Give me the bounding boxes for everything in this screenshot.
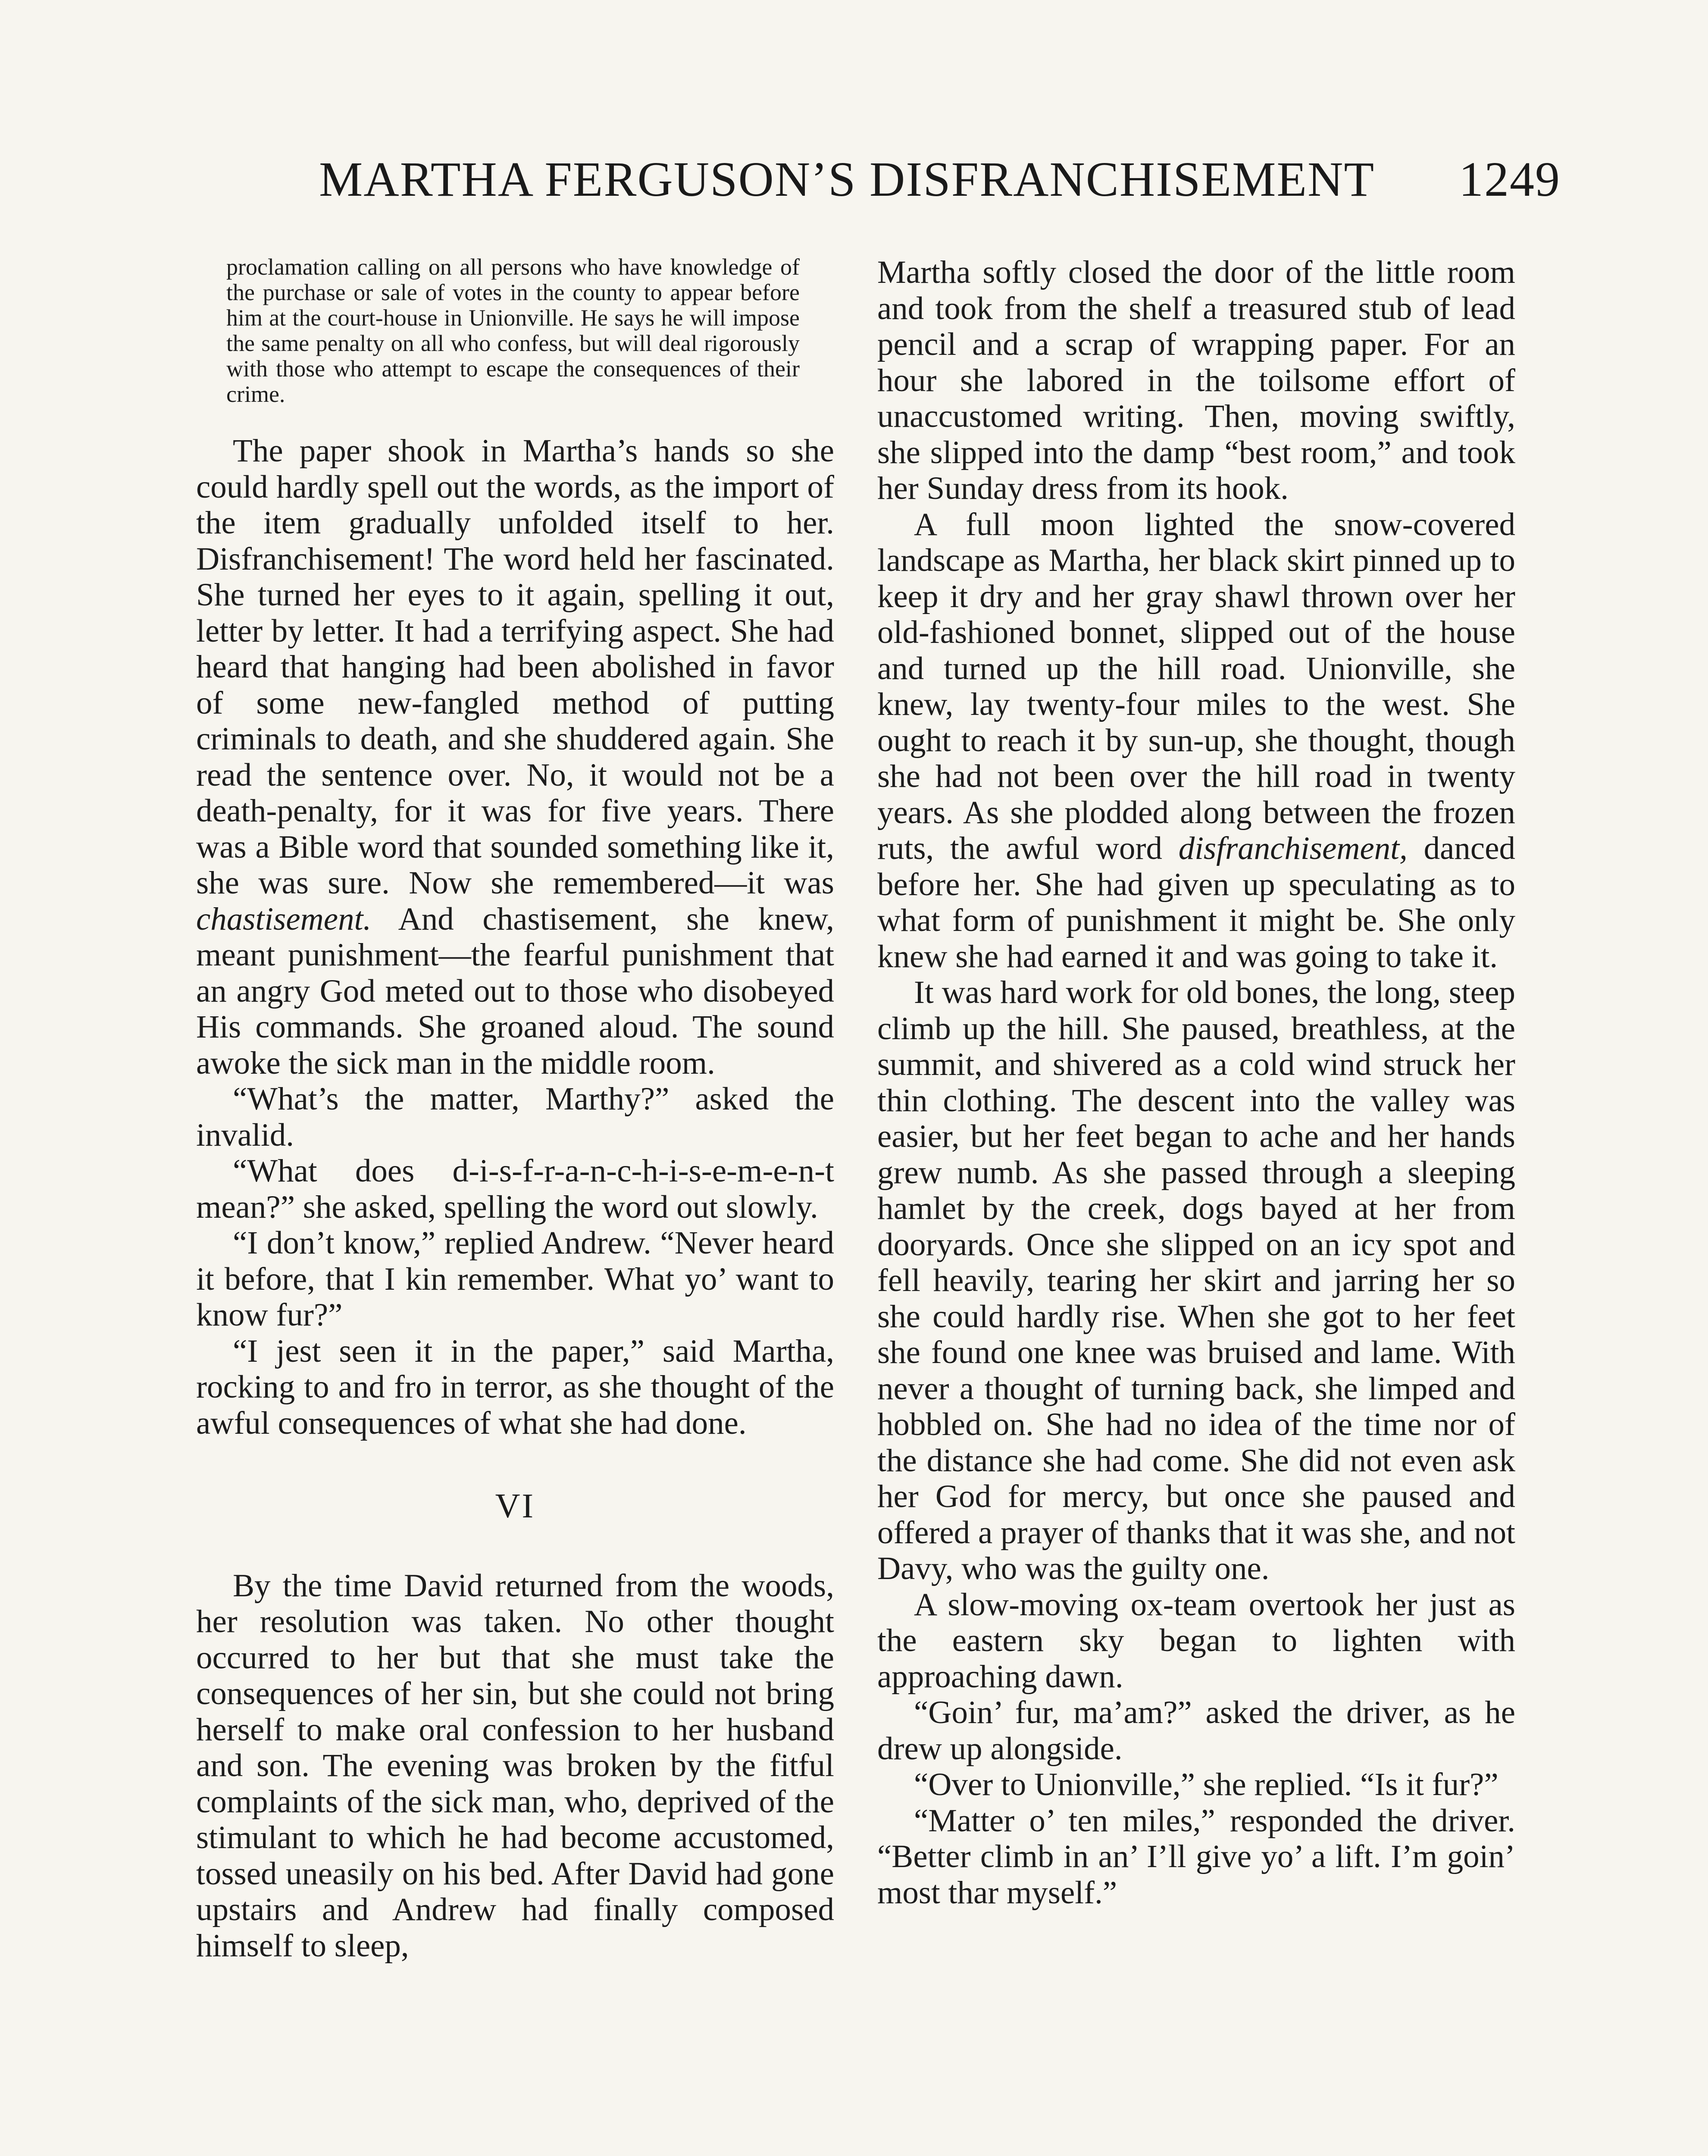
paragraph: “Over to Unionville,” she replied. “Is it fur?”	[914, 1767, 1498, 1802]
paragraph-text: And chastisement, she knew, meant punishment—the fearful punishment that an angry God meted out to those who disobeyed His commands. She groaned aloud. The sound awoke the sick man in the middle room.	[196, 901, 834, 1081]
section-heading: VI	[495, 1487, 535, 1525]
paragraph-text: danced before her. She had given up speculating as to what form of punishment it might be. She only knew she had earned it and was going to take it.	[877, 830, 1516, 975]
paragraph: “Matter o’ ten miles,” responded the driver. “Better climb in an’ I’ll give yo’ a lift. I’m goin’ most thar myself.”	[877, 1802, 1515, 1911]
newspaper-notice: proclamation calling on all persons who have knowledge of the purchase or sale of votes in the county to appear before him at the court-house in Unionville. He says he will impose the same penalty on all who confess, but will deal rigorously with those who attempt to escape the consequences of their crime.	[226, 254, 800, 407]
left-column	[196, 254, 834, 1964]
paragraph: It was hard work for old bones, the long, steep climb up the hill. She paused, breathless, at the summit, and shivered as a cold wind struck her thin clothing. The descent into the valley was easier, but her feet began to ache and her hands grew numb. As she passed through a sleeping hamlet by the creek, dogs bayed at her from dooryards. Once she slipped on an icy spot and fell heavily, tearing her skirt and jarring her so she could hardly rise. When she got to her feet she found one knee was bruised and lame. With never a thought of turning back, she limped and hobbled on. She had no idea of the time nor of the distance she had come. She did not even ask her God for mercy, but once she paused and offered a prayer of thanks that it was she, and not Davy, who was the guilty one.	[877, 975, 1515, 1586]
paragraph: Martha softly closed the door of the little room and took from the shelf a treasured stub of lead pencil and a scrap of wrapping paper. For an hour she labored in the toilsome effort of unaccustomed writing. Then, moving swiftly, she slipped into the damp “best room,” and took her Sunday dress from its hook.	[877, 254, 1515, 506]
paragraph: A slow-moving ox-team overtook her just as the eastern sky began to lighten with approaching dawn.	[877, 1586, 1515, 1695]
paragraph-text: A full moon lighted the snow-covered landscape as Martha, her black skirt pinned up to keep it dry and her gray shawl thrown over her old-fashioned bonnet, slipped out of the house and turned up the hill road. Unionville, she knew, lay twenty-four miles to the west. She ought to reach it by sun-up, she thought, though she had not been over the hill road in twenty years. As she plodded along between the frozen ruts, the awful word	[877, 506, 1515, 866]
running-header	[319, 151, 1561, 224]
paragraph: “I don’t know,” replied Andrew. “Never heard it before, that I kin remember. What yo’ want to know fur?”	[196, 1225, 834, 1333]
paragraph: “I jest seen it in the paper,” said Martha, rocking to and fro in terror, as she thought of the awful consequences of what she had done.	[196, 1333, 834, 1441]
page-number: 1249	[1459, 152, 1561, 207]
page-title: MARTHA FERGUSON’S DISFRANCHISEMENT	[319, 152, 1375, 207]
italic-word: chastisement.	[196, 901, 372, 937]
paragraph	[196, 433, 834, 1081]
paragraph: “What’s the matter, Marthy?” asked the invalid.	[196, 1081, 834, 1153]
italic-word: disfranchisement,	[1178, 830, 1408, 866]
paragraph	[877, 507, 1515, 975]
paragraph: “Goin’ fur, ma’am?” asked the driver, as he drew up alongside.	[877, 1695, 1515, 1767]
paragraph: By the time David returned from the woods, her resolution was taken. No other thought occurred to her but that she must take the consequences of her sin, but she could not bring herself to make oral confession to her husband and son. The evening was broken by the fitful complaints of the sick man, who, deprived of the stimulant to which he had become accustomed, tossed uneasily on his bed. After David had gone upstairs and Andrew had finally composed himself to sleep,	[196, 1567, 834, 1964]
right-column	[877, 254, 1515, 1911]
paragraph-text: The paper shook in Martha’s hands so she could hardly spell out the words, as the import of the item gradually unfolded itself to her. Disfranchisement! The word held her fascinated. She turned her eyes to it again, spelling it out, letter by letter. It had a terrifying aspect. She had heard that hanging had been abolished in favor of some new-fangled method of putting criminals to death, and she shuddered again. She read the sentence over. No, it would not be a death-penalty, for it was for five years. There was a Bible word that sounded something like it, she was sure. Now she remembered—it was	[196, 433, 834, 901]
paragraph: “What does d-i-s-f-r-a-n-c-h-i-s-e-m-e-n-t mean?” she asked, spelling the word out slowly.	[196, 1153, 834, 1225]
